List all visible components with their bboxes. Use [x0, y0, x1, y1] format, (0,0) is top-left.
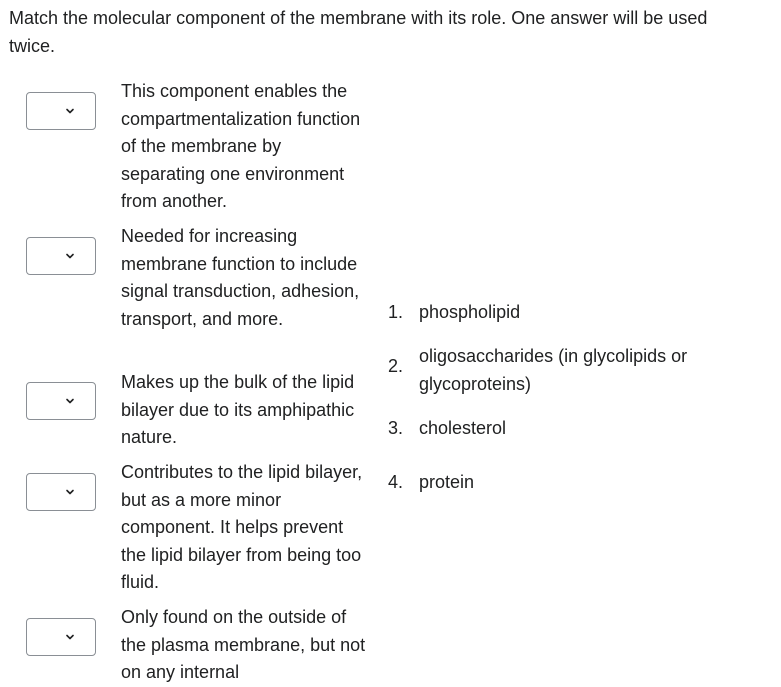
answer-text-line-2: glycoproteins): [419, 374, 532, 394]
answer-number: 1.: [388, 302, 404, 322]
chevron-down-icon: [65, 106, 75, 116]
item-description-5: Only found on the outside of the plasma membrane, but not on any internal: [121, 607, 366, 683]
answer-text: protein: [419, 472, 475, 492]
match-select-4[interactable]: [26, 473, 96, 511]
answer-text: cholesterol: [419, 418, 507, 438]
chevron-down-icon: [65, 396, 75, 406]
item-description-2: Needed for increasing membrane function to include signal transduction, adhesion, transport, and more.: [121, 226, 360, 329]
answer-number: 3.: [388, 418, 404, 438]
match-select-2[interactable]: [26, 237, 96, 275]
chevron-down-icon: [65, 632, 75, 642]
answer-text: phospholipid: [419, 302, 521, 322]
match-select-1[interactable]: [26, 92, 96, 130]
match-select-5[interactable]: [26, 618, 96, 656]
match-select-3[interactable]: [26, 382, 96, 420]
item-description-3: Makes up the bulk of the lipid bilayer due to its amphipathic nature.: [121, 372, 355, 448]
question-text: Match the molecular component of the membrane with its role. One answer will be used twice.: [9, 8, 708, 56]
chevron-down-icon: [65, 251, 75, 261]
chevron-down-icon: [65, 487, 75, 497]
answer-text-line-1: oligosaccharides (in glycolipids or: [419, 346, 688, 366]
answer-number: 4.: [388, 472, 404, 492]
item-description-4: Contributes to the lipid bilayer, but as a more minor component. It helps prevent the lipid bilayer from being too fluid.: [121, 462, 363, 593]
answer-number: 2.: [388, 356, 404, 376]
item-description-1: This component enables the compartmentalization function of the membrane by separating one environment from another.: [121, 81, 361, 212]
